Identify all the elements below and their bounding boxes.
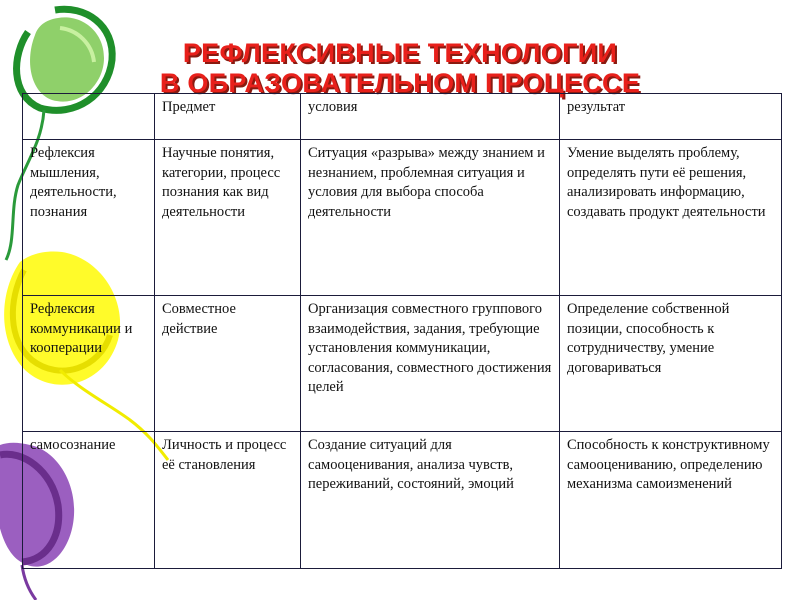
cell-type: самосознание [23,432,155,569]
reflection-table [22,93,782,569]
cell-type: Рефлексия коммуникации и кооперации [23,296,155,432]
header-cell-subject: Предмет [155,94,301,140]
header-cell-conditions: условия [301,94,560,140]
cell-type: Рефлексия мышления, деятельности, познания [23,140,155,296]
table-row [23,140,782,296]
table-header-row [23,94,782,140]
cell-subject: Личность и процесс её становления [155,432,301,569]
title-line-1: РЕФЛЕКСИВНЫЕ ТЕХНОЛОГИИ [182,38,618,68]
cell-result: Определение собственной позиции, способность к сотрудничеству, умение договариваться [560,296,782,432]
cell-subject: Совместное действие [155,296,301,432]
table-row [23,432,782,569]
cell-conditions: Организация совместного группового взаимодействия, задания, требующие установления коммуникации, согласования, совместного достижения целей [301,296,560,432]
title-line-2: В ОБРАЗОВАТЕЛЬНОМ ПРОЦЕССЕ [159,68,641,98]
cell-conditions: Создание ситуаций для самооценивания, анализа чувств, переживаний, состояний, эмоций [301,432,560,569]
cell-subject: Научные понятия, категории, процесс познания как вид деятельности [155,140,301,296]
header-cell-type [23,94,155,140]
header-cell-result: результат [560,94,782,140]
table-row [23,296,782,432]
cell-result: Способность к конструктивному самооцениванию, определению механизма самоизменений [560,432,782,569]
cell-result: Умение выделять проблему, определять пути её решения, анализировать информацию, создавать продукт деятельности [560,140,782,296]
slide-title [130,38,670,98]
cell-conditions: Ситуация «разрыва» между знанием и незнанием, проблемная ситуация и условия для выбора способа деятельности [301,140,560,296]
